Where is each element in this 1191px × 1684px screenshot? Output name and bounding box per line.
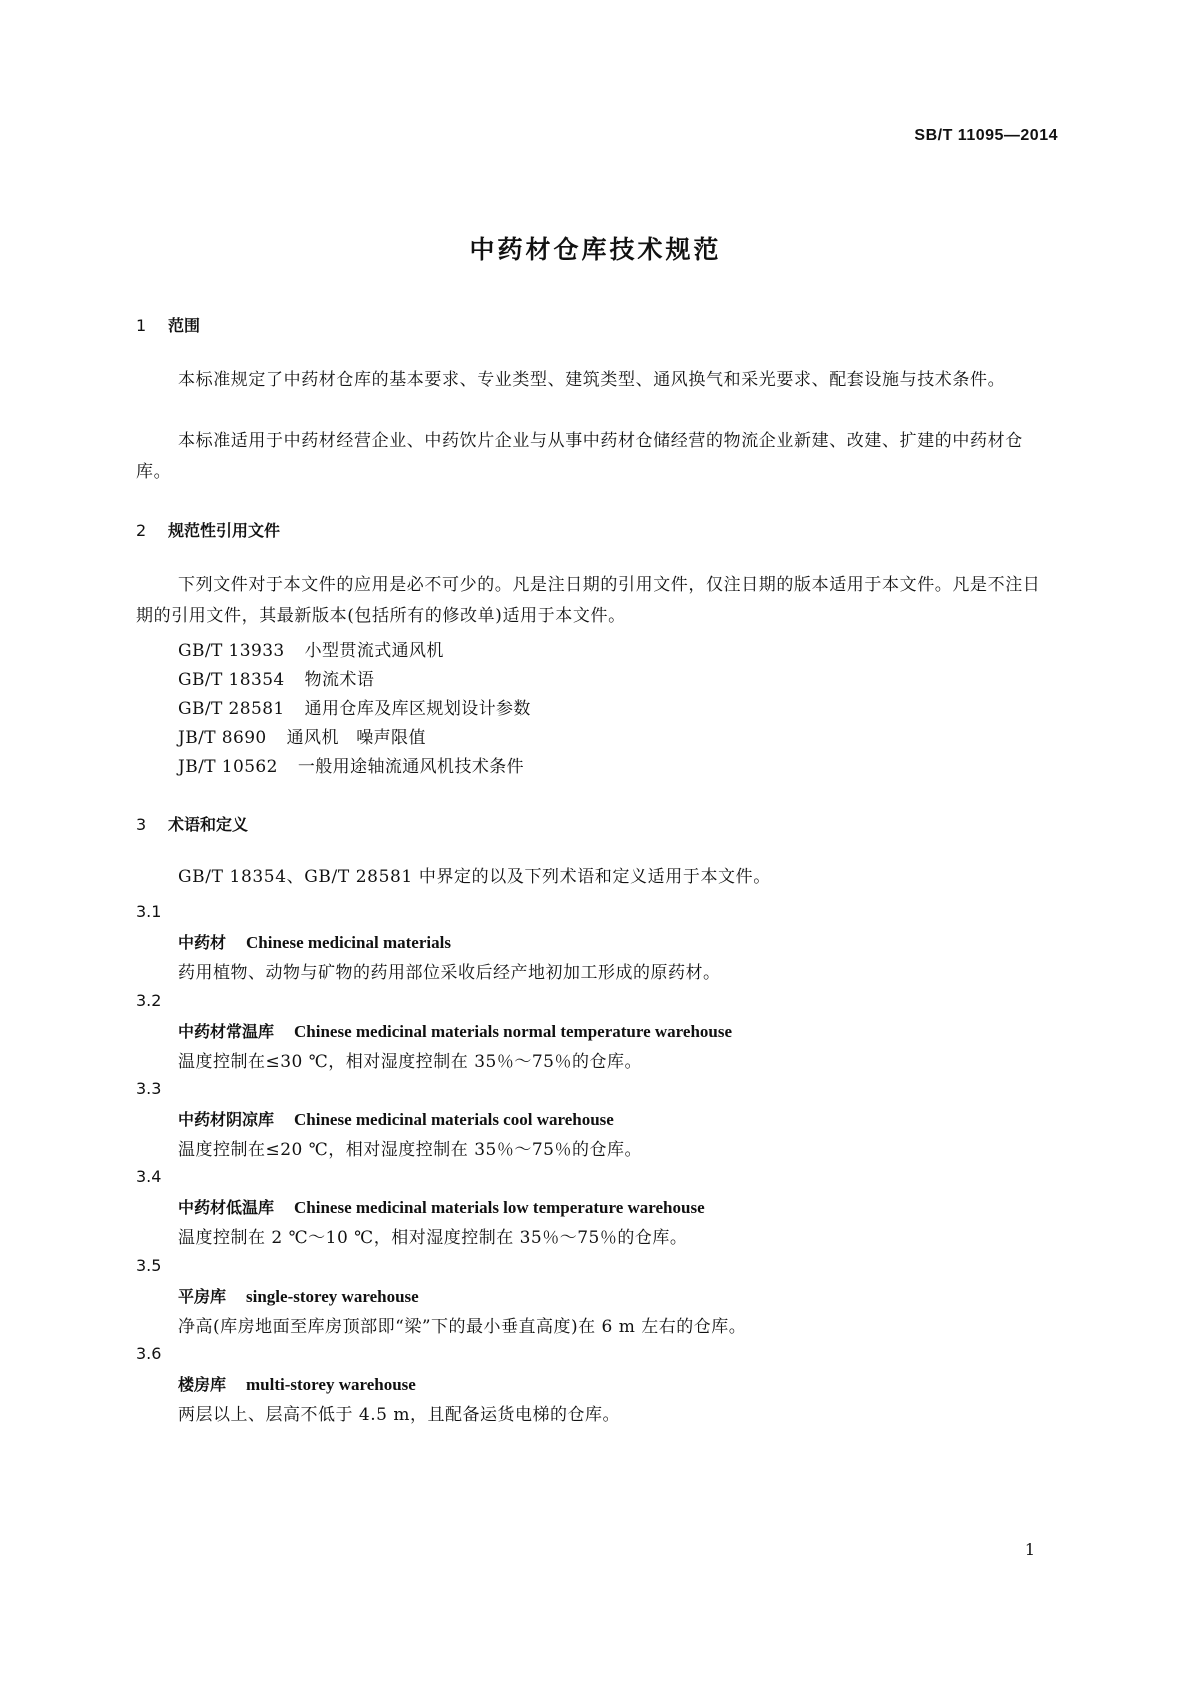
section-1-paragraph-1: 本标准规定了中药材仓库的基本要求、专业类型、建筑类型、通风换气和采光要求、配套设施与技术条件。: [178, 370, 1006, 390]
reference-code: JB/T 8690: [178, 728, 267, 748]
section-3-heading: [136, 812, 248, 835]
term-en: Chinese medicinal materials cool warehouse: [294, 1110, 614, 1129]
term-zh: 平房库: [178, 1287, 227, 1306]
term-heading: [178, 930, 451, 953]
reference-code: GB/T 13933: [178, 641, 285, 661]
term-heading: [178, 1107, 614, 1130]
term-definition: 两层以上、层高不低于 4.5 m，且配备运货电梯的仓库。: [178, 1405, 620, 1425]
section-number: 3: [136, 815, 147, 834]
term-definition: 温度控制在≤20 ℃，相对湿度控制在 35％～75％的仓库。: [178, 1140, 642, 1160]
reference-title: 通风机 噪声限值: [286, 728, 426, 748]
reference-title: 小型贯流式通风机: [304, 641, 444, 661]
term-en: Chinese medicinal materials: [246, 933, 451, 952]
reference-code: GB/T 18354: [178, 670, 285, 690]
term-definition: 温度控制在 2 ℃～10 ℃，相对湿度控制在 35％～75％的仓库。: [178, 1228, 688, 1248]
term-number: 3.1: [136, 902, 162, 921]
term-definition: 温度控制在≤30 ℃，相对湿度控制在 35％～75％的仓库。: [178, 1052, 642, 1072]
term-zh: 中药材: [178, 933, 227, 952]
section-1-heading: [136, 313, 200, 336]
term-zh: 楼房库: [178, 1375, 227, 1394]
term-zh: 中药材低温库: [178, 1198, 275, 1217]
term-number: 3.5: [136, 1256, 162, 1275]
term-number: 3.3: [136, 1079, 162, 1098]
section-title: 术语和定义: [168, 815, 249, 834]
reference-code: JB/T 10562: [178, 757, 278, 777]
reference-item: [178, 636, 444, 661]
term-number: 3.6: [136, 1344, 162, 1363]
term-definition: 净高(库房地面至库房顶部即“梁”下的最小垂直高度)在 6 m 左右的仓库。: [178, 1317, 747, 1337]
reference-item: [178, 752, 524, 777]
section-title: 规范性引用文件: [168, 521, 281, 540]
term-zh: 中药材阴凉库: [178, 1110, 275, 1129]
term-en: multi-storey warehouse: [246, 1375, 416, 1394]
term-heading: [178, 1284, 419, 1307]
standard-code: SB/T 11095—2014: [914, 127, 1058, 144]
reference-title: 一般用途轴流通风机技术条件: [297, 757, 525, 777]
term-heading: [178, 1372, 416, 1395]
term-en: Chinese medicinal materials low temperature warehouse: [294, 1198, 705, 1217]
section-1-paragraph-2: 本标准适用于中药材经营企业、中药饮片企业与从事中药材仓储经营的物流企业新建、改建、扩建的中药材仓库。: [136, 431, 1023, 482]
term-number: 3.4: [136, 1167, 162, 1186]
term-number: 3.2: [136, 991, 162, 1010]
section-number: 2: [136, 521, 147, 540]
term-zh: 中药材常温库: [178, 1022, 275, 1041]
section-title: 范围: [168, 316, 201, 335]
reference-item: [178, 723, 426, 748]
term-heading: [178, 1195, 705, 1218]
reference-title: 通用仓库及库区规划设计参数: [304, 699, 531, 719]
reference-item: [178, 665, 374, 690]
reference-code: GB/T 28581: [178, 699, 285, 719]
page-number: 1: [1024, 1540, 1035, 1559]
term-heading: [178, 1019, 732, 1042]
term-definition: 药用植物、动物与矿物的药用部位采收后经产地初加工形成的原药材。: [178, 963, 721, 983]
document-title: 中药材仓库技术规范: [469, 235, 722, 264]
reference-item: [178, 694, 531, 719]
reference-title: 物流术语: [304, 670, 375, 690]
section-2-heading: [136, 518, 280, 541]
section-2-paragraph-1: 下列文件对于本文件的应用是必不可少的。凡是注日期的引用文件，仅注日期的版本适用于本文件。凡是不注日期的引用文件，其最新版本(包括所有的修改单)适用于本文件。: [136, 575, 1041, 626]
section-3-paragraph-1: GB/T 18354、GB/T 28581 中界定的以及下列术语和定义适用于本文件。: [178, 867, 771, 887]
term-en: Chinese medicinal materials normal temperature warehouse: [294, 1022, 733, 1041]
section-number: 1: [136, 316, 147, 335]
term-en: single-storey warehouse: [246, 1287, 419, 1306]
